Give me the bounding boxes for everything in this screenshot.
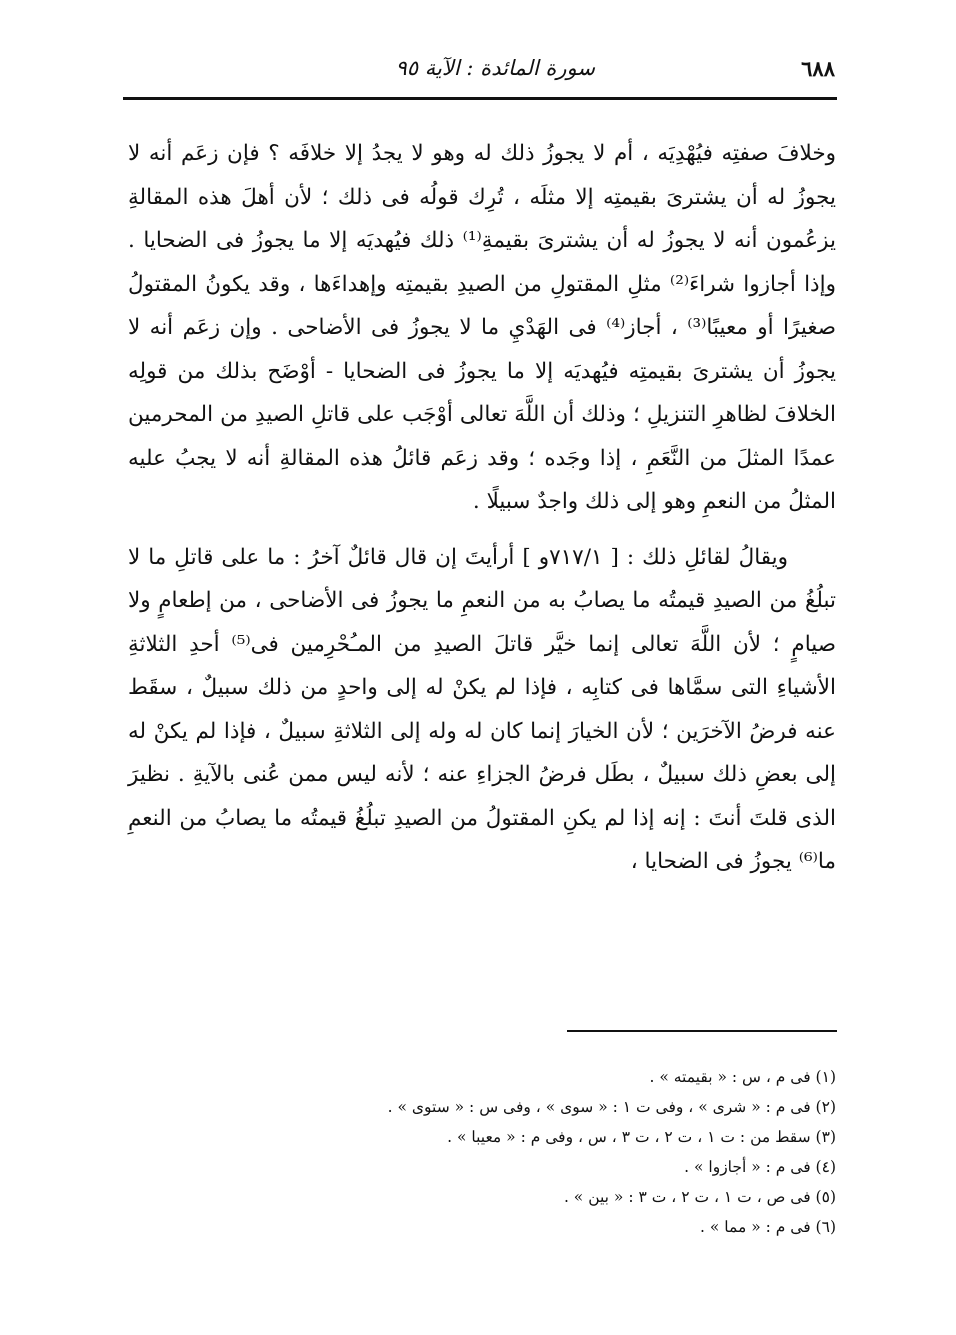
page-number: ٦٨٨ (801, 56, 835, 81)
paragraph: ويقالُ لقائلِ ذلك : [ ٧١٧/١و ] أرأيتَ إن قال قائلٌ آخرُ : ما على قاتلِ ما لا تبلُغُ من الصيدِ قيمتُه ما يصابُ به من النعمِ ما يجوزُ فى الأضاحى ، من إطعامٍ ولا صيامٍ ؛ لأن اللَّهَ تعالى إنما خيَّر قاتلَ الصيدِ من المـُحْرِمين فى⁽⁵⁾ أحدِ الثلاثةِ الأشياءِ التى سمَّاها فى كتابِه ، فإذا لم يكنْ له إلى واحدٍ من ذلك سبيلٌ ، سقَط عنه فرضُ الآخرَين ؛ لأن الخيارَ إنما كان له وله إلى الثلاثةِ سبيلٌ ، فإذا لم يكنْ له إلى بعضِ ذلك سبيلٌ ، بطَل فرضُ الجزاءِ عنه ؛ لأنه ليس ممن عُنى بالآيةِ . نظيرَ الذى قلتَ أنتَ : إنه إذا لم يكنِ المقتولُ من الصيدِ تبلُغُ قيمتُه ما يصابُ من النعمِ ما⁽⁶⁾ يجوزُ فى الضحايا ، (128, 544, 836, 874)
page-header (125, 52, 835, 92)
footnote: (٤) فى م : « أجازوا » . (684, 1158, 836, 1176)
main-text (128, 132, 836, 884)
running-title: سورة المائدة : الآية ٩٥ (395, 56, 595, 80)
footnote: (٢) فى م : « شرى » ، وفى ت ١ : « سوى » ، وفى س : « ستوى » . (387, 1098, 836, 1116)
footnote-divider (567, 1030, 837, 1032)
footnotes-list (128, 1062, 836, 1242)
header-divider (123, 97, 837, 100)
footnote: (٣) سقط من : ت ١ ، ت ٢ ، ت ٣ ، س ، وفى م : « معيبا » . (447, 1128, 836, 1146)
footnote: (١) فى م ، س : « بقيمته » . (649, 1068, 836, 1086)
footnote: (٥) فى ص ، ت ١ ، ت ٢ ، ت ٣ : « بين » . (563, 1188, 836, 1206)
paragraph: وخلافَ صفتِه فيُهْدِيَه ، أم لا يجوزُ ذلك له وهو لا يجدُ إلا خلافَه ؟ فإن زعَم أنه لا يجوزُ له أن يشترىَ بقيمتِه إلا مثلَه ، تُرِك قولُه فى ذلك ؛ لأن أهلَ هذه المقالةِ يزعُمون أنه لا يجوزُ له أن يشترىَ بقيمةِ⁽¹⁾ ذلك فيُهديَه إلا ما يجوزُ فى الضحايا . وإذا أجازوا شراءَ⁽²⁾ مثلِ المقتولِ من الصيدِ بقيمتِه وإهداءَها ، وقد يكونُ المقتولُ صغيرًا أو معيبًا⁽³⁾ ، أجاز⁽⁴⁾ فى الهَدْيِ ما لا يجوزُ فى الأضاحى . وإن زعَم أنه لا يجوزُ أن يشترىَ بقيمتِه فيُهديَه إلا ما يجوزُ فى الضحايا - أوْضَح بذلك من قولِه الخلافَ لظاهرِ التنزيلِ ؛ وذلك أن اللَّهَ تعالى أوْجَب على قاتلِ الصيدِ من المحرمين عمدًا المثلَ من النَّعَمِ ، إذا وجَده ؛ وقد زعَم قائلُ هذه المقالةِ أنه لا يجبُ عليه المثلُ من النعمِ وهو إلى ذلك واجدٌ سبيلًا . (128, 141, 836, 514)
footnote: (٦) فى م : « مما » . (700, 1218, 836, 1236)
